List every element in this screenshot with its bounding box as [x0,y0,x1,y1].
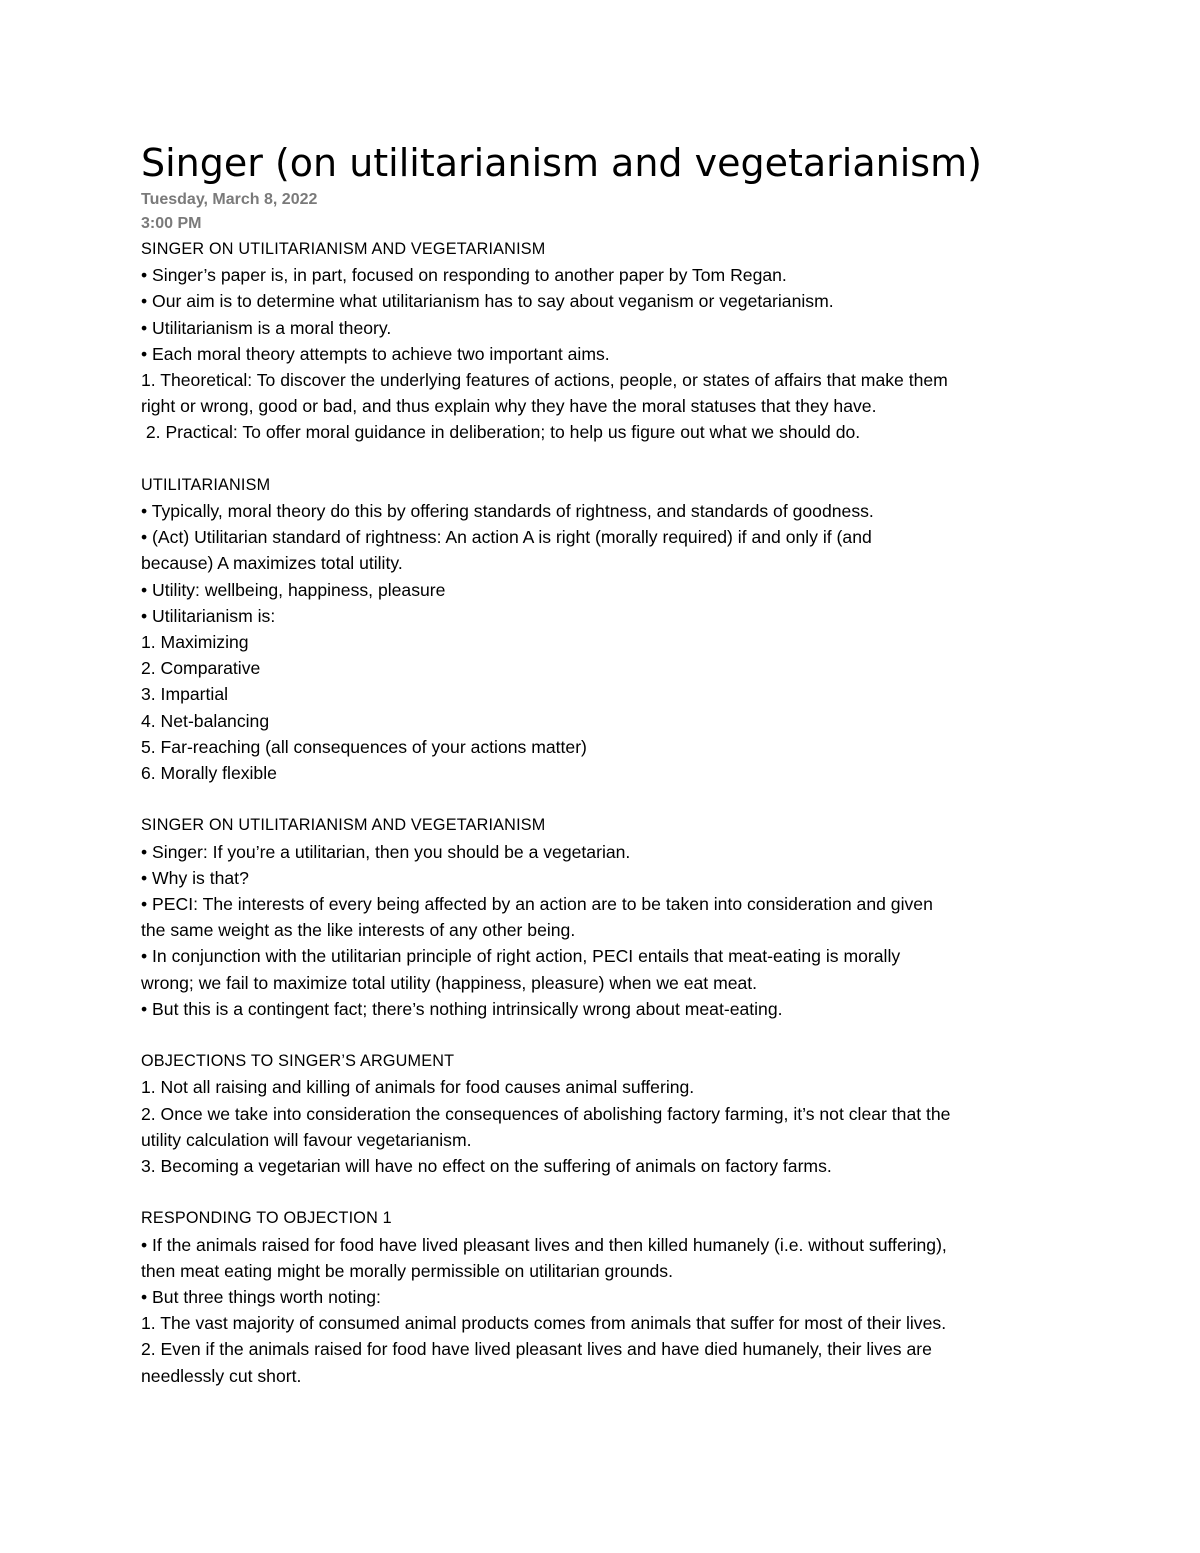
text-line: 5. Far-reaching (all consequences of your actions matter) [141,736,587,757]
text-line: • Utility: wellbeing, happiness, pleasure [141,579,446,600]
section-heading: UTILITARIANISM [141,475,271,494]
note-body [141,236,1071,1389]
section-heading: SINGER ON UTILITARIANISM AND VEGETARIANISM [141,240,546,258]
section [141,236,1071,446]
text-line: • Each moral theory attempts to achieve two important aims. [141,343,610,364]
text-line: 2. Once we take into consideration the consequences of abolishing factory farming, it’s not clear that the [141,1103,951,1124]
section-heading: RESPONDING TO OBJECTION 1 [141,1209,392,1228]
text-line: the same weight as the like interests of any other being. [141,920,576,941]
text-line: utility calculation will favour vegetarianism. [141,1129,472,1150]
text-line: • Singer’s paper is, in part, focused on responding to another paper by Tom Regan. [141,265,787,286]
text-line: 2. Practical: To offer moral guidance in deliberation; to help us figure out what we should do. [141,422,861,443]
blank-line [141,1179,1071,1205]
text-line: • If the animals raised for food have lived pleasant lives and then killed humanely (i.e. without suffering), [141,1234,947,1255]
text-line: • PECI: The interests of every being affected by an action are to be taken into consideration and given [141,894,933,915]
section [141,472,1071,786]
text-line: • Singer: If you’re a utilitarian, then you should be a vegetarian. [141,841,631,862]
blank-line [141,786,1071,812]
text-line: 4. Net-balancing [141,710,270,731]
text-line: 3. Becoming a vegetarian will have no effect on the suffering of animals on factory farms. [141,1156,832,1177]
text-line: • Utilitarianism is a moral theory. [141,317,392,338]
text-line: 2. Even if the animals raised for food have lived pleasant lives and have died humanely, their lives are [141,1339,932,1360]
text-line: • But this is a contingent fact; there’s nothing intrinsically wrong about meat-eating. [141,998,783,1019]
section [141,812,1071,1022]
note-date: Tuesday, March 8, 2022 [141,191,318,208]
text-line: • In conjunction with the utilitarian principle of right action, PECI entails that meat-eating is morally [141,946,901,967]
text-line: • But three things worth noting: [141,1287,381,1308]
note-page [141,138,1071,1389]
text-line: right or wrong, good or bad, and thus explain why they have the moral statuses that they have. [141,396,877,417]
text-line: 1. Maximizing [141,632,249,653]
text-line: wrong; we fail to maximize total utility (happiness, pleasure) when we eat meat. [141,972,758,993]
text-line: • Our aim is to determine what utilitarianism has to say about veganism or vegetarianism. [141,291,834,312]
text-line: then meat eating might be morally permissible on utilitarian grounds. [141,1260,673,1281]
section [141,1048,1071,1179]
text-line: needlessly cut short. [141,1365,302,1386]
text-line: 6. Morally flexible [141,763,277,784]
text-line: • Typically, moral theory do this by offering standards of rightness, and standards of goodness. [141,501,874,522]
section-heading: SINGER ON UTILITARIANISM AND VEGETARIANISM [141,816,546,835]
note-time: 3:00 PM [141,215,202,232]
text-line: 1. Theoretical: To discover the underlying features of actions, people, or states of affairs that make them [141,370,948,391]
page-title: Singer (on utilitarianism and vegetarianism) [141,141,982,185]
text-line: 1. The vast majority of consumed animal products comes from animals that suffer for most of their lives. [141,1313,947,1334]
text-line: 1. Not all raising and killing of animals for food causes animal suffering. [141,1077,695,1098]
text-line: 3. Impartial [141,684,229,705]
text-line: • Why is that? [141,867,249,888]
section-heading: OBJECTIONS TO SINGER’S ARGUMENT [141,1052,455,1071]
text-line: • (Act) Utilitarian standard of rightness: An action A is right (morally required) if and only if (and [141,527,872,548]
text-line: 2. Comparative [141,658,261,679]
text-line: • Utilitarianism is: [141,605,276,626]
blank-line [141,1022,1071,1048]
section [141,1205,1071,1388]
blank-line [141,446,1071,472]
text-line: because) A maximizes total utility. [141,553,403,574]
